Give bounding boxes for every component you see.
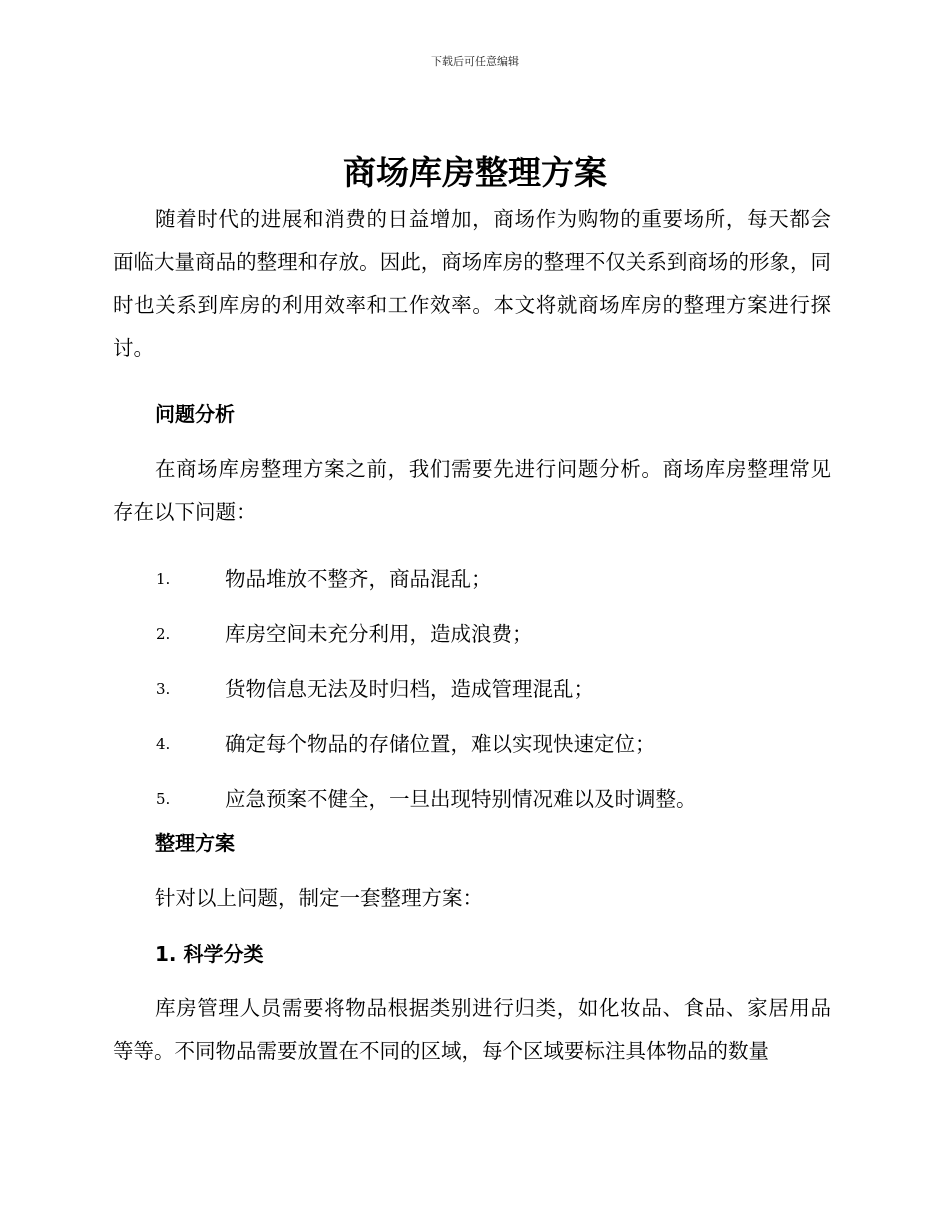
list-item [113, 732, 831, 787]
subsection-heading-classification: 1. 科学分类 [155, 942, 264, 966]
list-item-text: 库房空间未充分利用，造成浪费； [225, 622, 533, 646]
intro-paragraph: 随着时代的进展和消费的日益增加，商场作为购物的重要场所，每天都会面临大量商品的整理和存放。因此，商场库房的整理不仅关系到商场的形象，同时也关系到库房的利用效率和工作效率。本文将就商场库房的整理方案进行探讨。 [113, 207, 831, 360]
document-body [113, 198, 831, 1073]
classification-paragraph: 库房管理人员需要将物品根据类别进行归类，如化妆品、食品、家居用品等等。不同物品需要放置在不同的区域，每个区域要标注具体物品的数量 [113, 996, 831, 1063]
problem-analysis-paragraph: 在商场库房整理方案之前，我们需要先进行问题分析。商场库房整理常见存在以下问题： [113, 457, 831, 524]
list-item-number: 2. [156, 625, 171, 643]
list-item [113, 622, 831, 677]
document-title: 商场库房整理方案 [343, 153, 607, 192]
section-heading-organizing-plan: 整理方案 [155, 831, 235, 855]
list-item [113, 677, 831, 732]
list-item-number: 1. [156, 570, 171, 588]
list-item-number: 5. [156, 790, 171, 808]
list-item-text: 应急预案不健全，一旦出现特别情况难以及时调整。 [225, 787, 697, 811]
problem-list [113, 567, 831, 831]
list-item-number: 4. [156, 735, 171, 753]
section-heading-problem-analysis: 问题分析 [155, 402, 235, 426]
list-item-text: 确定每个物品的存储位置，难以实现快速定位； [225, 732, 656, 756]
header-note: 下载后可任意编辑 [431, 55, 519, 68]
list-item [113, 567, 831, 622]
organizing-plan-paragraph: 针对以上问题，制定一套整理方案： [155, 886, 483, 910]
list-item [113, 787, 831, 831]
list-item-text: 物品堆放不整齐，商品混乱； [225, 567, 492, 591]
list-item-text: 货物信息无法及时归档，造成管理混乱； [225, 677, 594, 701]
list-item-number: 3. [156, 680, 171, 698]
